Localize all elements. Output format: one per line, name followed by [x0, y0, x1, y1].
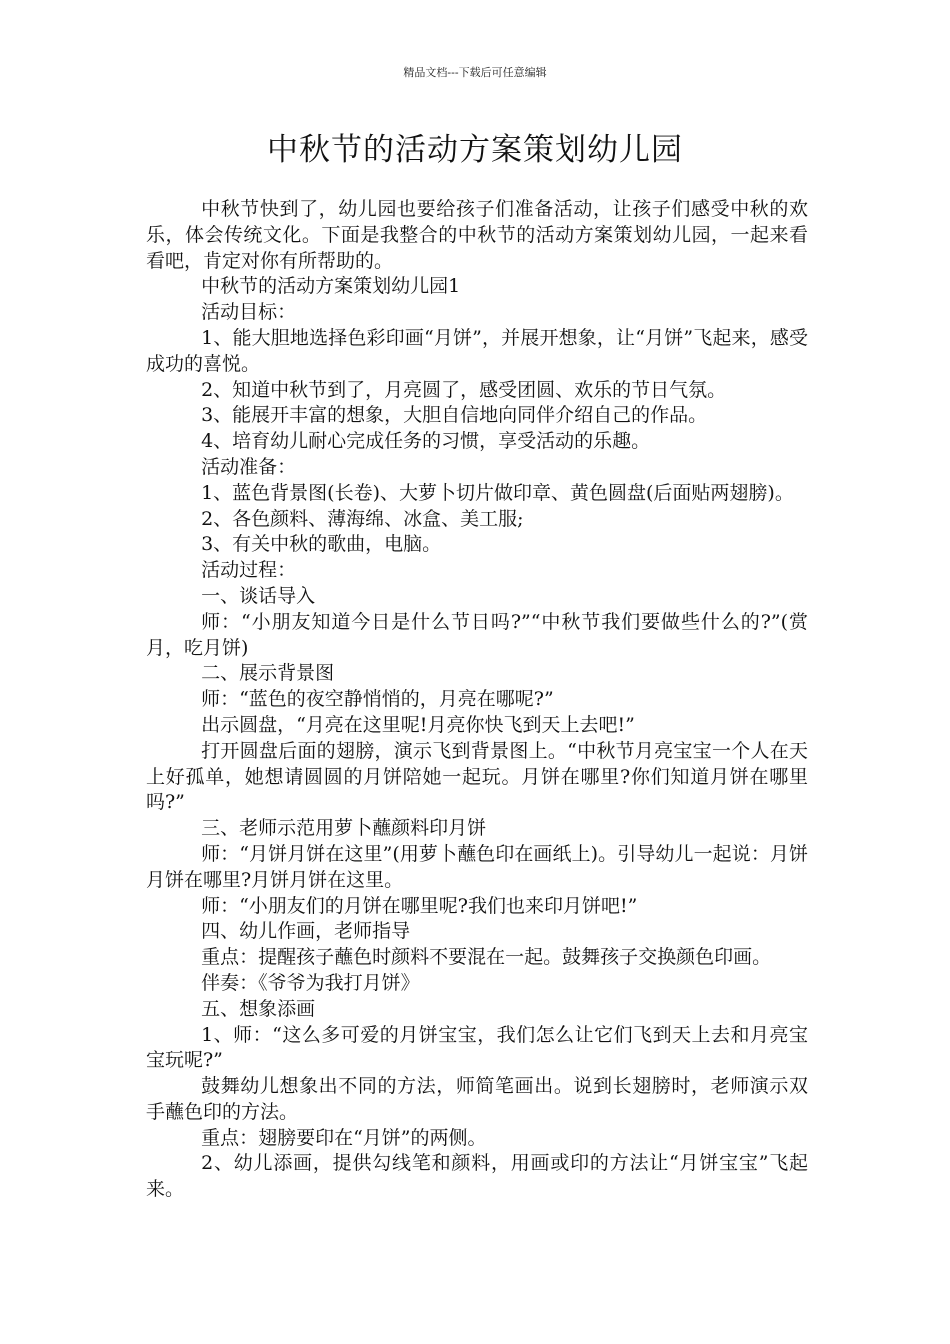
paragraph: 重点：提醒孩子蘸色时颜料不要混在一起。鼓舞孩子交换颜色印画。	[201, 946, 772, 969]
page-header: 精品文档---下载后可任意编辑	[403, 66, 547, 79]
paragraph: 三、老师示范用萝卜蘸颜料印月饼	[201, 817, 487, 840]
paragraph: 2、各色颜料、薄海绵、冰盒、美工服;	[201, 507, 524, 530]
paragraph: 师：“小朋友知道今日是什么节日吗?”“中秋节我们要做些什么的?”(赏月，吃月饼)	[146, 610, 808, 659]
paragraph: 活动准备：	[201, 455, 297, 478]
paragraph: 出示圆盘，“月亮在这里呢!月亮你快飞到天上去吧!”	[201, 713, 635, 736]
paragraph: 师：“蓝色的夜空静悄悄的，月亮在哪呢?”	[201, 688, 554, 711]
paragraph: 二、展示背景图	[201, 662, 335, 685]
paragraph: 师：“小朋友们的月饼在哪里呢?我们也来印月饼吧!”	[201, 894, 638, 917]
paragraph: 师：“月饼月饼在这里”(用萝卜蘸色印在画纸上)。引导幼儿一起说：月饼月饼在哪里?月饼月饼在这里。	[146, 842, 808, 891]
paragraph: 重点：翅膀要印在“月饼”的两侧。	[201, 1126, 487, 1149]
document-body	[146, 197, 808, 1203]
paragraph: 四、幼儿作画，老师指导	[201, 920, 411, 943]
paragraph: 一、谈话导入	[201, 584, 316, 607]
paragraph: 4、培育幼儿耐心完成任务的习惯，享受活动的乐趣。	[201, 430, 651, 453]
paragraph: 鼓舞幼儿想象出不同的方法，师简笔画出。说到长翅膀时，老师演示双手蘸色印的方法。	[146, 1075, 808, 1123]
paragraph: 3、能展开丰富的想象，大胆自信地向同伴介绍自己的作品。	[201, 404, 708, 427]
paragraph: 1、蓝色背景图(长卷)、大萝卜切片做印章、黄色圆盘(后面贴两翅膀)。	[201, 481, 794, 504]
paragraph: 3、有关中秋的歌曲，电脑。	[201, 533, 442, 556]
paragraph: 2、幼儿添画，提供勾线笔和颜料，用画或印的方法让“月饼宝宝”飞起来。	[146, 1152, 808, 1201]
paragraph: 活动过程：	[201, 559, 297, 582]
paragraph: 2、知道中秋节到了，月亮圆了，感受团圆、欢乐的节日气氛。	[201, 378, 727, 401]
paragraph: 1、能大胆地选择色彩印画“月饼”，并展开想象，让“月饼”飞起来，感受成功的喜悦。	[146, 326, 808, 375]
paragraph: 打开圆盘后面的翅膀，演示飞到背景图上。“中秋节月亮宝宝一个人在天上好孤单，她想请圆圆的月饼陪她一起玩。月饼在哪里?你们知道月饼在哪里吗?”	[146, 739, 808, 814]
paragraph: 中秋节快到了，幼儿园也要给孩子们准备活动，让孩子们感受中秋的欢乐，体会传统文化。下面是我整合的中秋节的活动方案策划幼儿园，一起来看看吧，肯定对你有所帮助的。	[146, 198, 808, 272]
paragraph: 伴奏：《爷爷为我打月饼》	[201, 971, 420, 994]
paragraph: 1、师：“这么多可爱的月饼宝宝，我们怎么让它们飞到天上去和月亮宝宝玩呢?”	[146, 1023, 808, 1072]
document-title: 中秋节的活动方案策划幼儿园	[267, 132, 683, 168]
paragraph: 五、想象添画	[201, 997, 316, 1020]
paragraph: 活动目标：	[201, 301, 297, 324]
paragraph: 中秋节的活动方案策划幼儿园1	[201, 275, 461, 298]
